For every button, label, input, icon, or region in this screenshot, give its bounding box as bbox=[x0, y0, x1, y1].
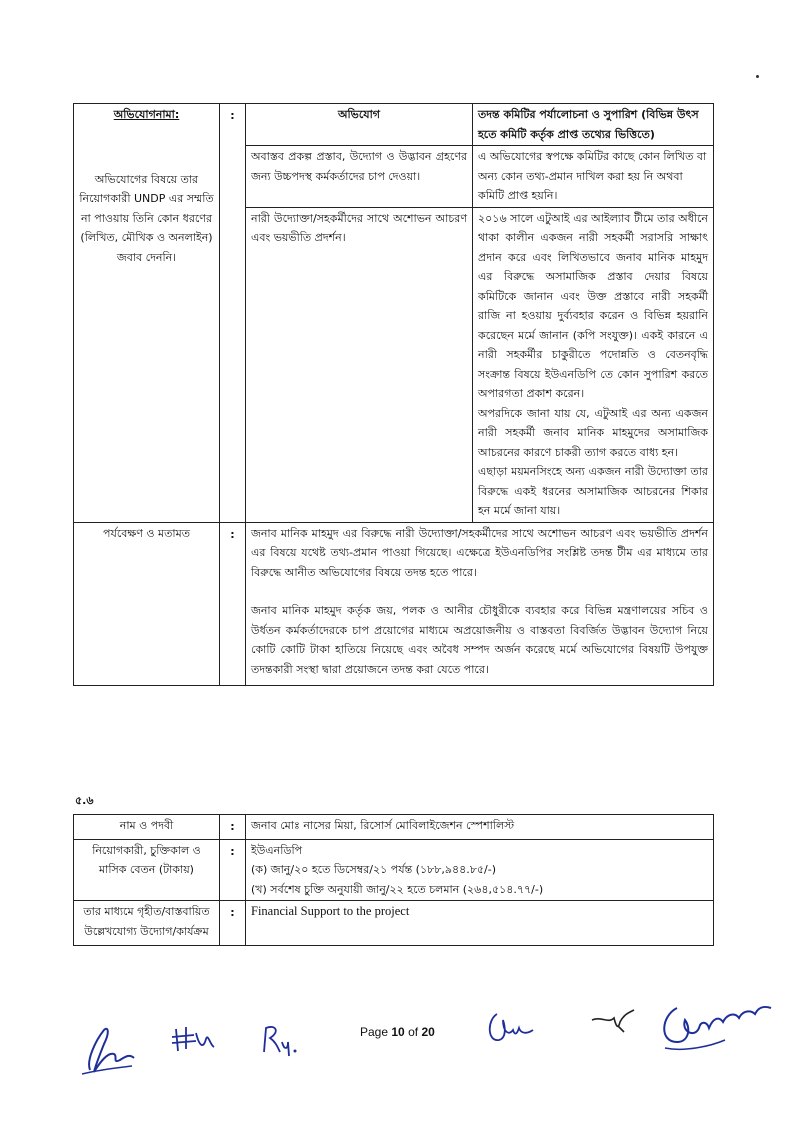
section-number: ৫.৬ bbox=[75, 794, 94, 807]
complaint-title: অভিযোগনামা: bbox=[113, 108, 180, 121]
review-text-1: এ অভিযোগের স্বপক্ষে কমিটির কাছে কোন লিখিত বা অন্য কোন তথ্য-প্রমান দাখিল করা হয় নি অথবা কমিটি প্রাপ্ত হয়নি। bbox=[473, 146, 714, 208]
observation-cell bbox=[246, 522, 714, 686]
complaint-row-1 bbox=[74, 146, 714, 208]
initiatives-value: Financial Support to the project bbox=[246, 901, 714, 946]
employer-line-1: ইউএনডিপি bbox=[251, 843, 303, 857]
review-paragraph-3: এছাড়া ময়মনসিংহে অন্য একজন নারী উদ্যোক্তা তার বিরুদ্ধে একই ধরনের অসামাজিক আচরনের শিকার হন মর্মে জানা যায়। bbox=[478, 465, 708, 517]
review-col-header: তদন্ত কমিটির পর্যালোচনা ও সুপারিশ (বিভিন্ন উৎস হতে কমিটি কর্তৃক প্রাপ্ত তথ্যের ভিত্তিতে) bbox=[473, 104, 714, 146]
signature-4 bbox=[483, 1010, 537, 1050]
colon-spacer bbox=[220, 146, 246, 523]
observation-colon: : bbox=[220, 522, 246, 686]
observation-label: পর্যবেক্ষণ ও মতামত bbox=[74, 522, 220, 686]
signature-2 bbox=[170, 1025, 216, 1055]
signature-1 bbox=[78, 1020, 138, 1078]
signature-3 bbox=[258, 1022, 298, 1058]
page-current: 10 bbox=[391, 1025, 405, 1039]
name-value: জনাব মোঃ নাসের মিয়া, রিসোর্স মোবিলাইজেশন স্পেশালিস্ট bbox=[246, 815, 714, 840]
review-paragraph-2: অপরদিকে জানা যায় যে, এটুআই এর অন্য একজন নারী সহকর্মী জনাব মানিক মাহমুদের অসামাজিক আচরনের কারণে চাকরী ত্যাগ করতে বাধ্য হন। bbox=[478, 406, 708, 459]
page-prefix: Page bbox=[360, 1025, 389, 1039]
initiatives-label: তার মাধ্যমে গৃহীত/বাস্তবায়িত উল্লেখযোগ্য উদ্যোগ/কার্যক্রম bbox=[74, 901, 220, 946]
employer-value bbox=[246, 839, 714, 901]
page-total: 20 bbox=[421, 1025, 435, 1039]
complaint-table-header bbox=[74, 104, 714, 146]
page-of: of bbox=[408, 1025, 419, 1039]
complaint-col-header: অভিযোগ bbox=[246, 104, 473, 146]
review-cell-2 bbox=[473, 207, 714, 522]
left-note-cell bbox=[74, 146, 220, 523]
complaint-title-cell bbox=[74, 104, 220, 146]
person-table bbox=[73, 814, 714, 946]
signature-6 bbox=[655, 998, 775, 1058]
review-paragraph-1: ২০১৬ সালে এটুআই এর আইল্যাব টীমে তার অধীনে থাকা কালীন একজন নারী সহকর্মী সরাসরি সাক্ষাৎ প্রদান করে এবং লিখিতভাবে জনাব মানিক মাহমুদ এর বিরুদ্ধে অসামাজিক প্রস্তাব দেয়ার বিষয়ে কমিটিকে জানান এবং উক্ত প্রস্তাবে নারী সহকর্মী রাজি না হওয়ায় দুর্ব্যবহার করেন ও বিভিন্ন হয়রানি করেছেন মর্মে জানান (কপি সংযুক্ত)। একই কারনে এ নারী সহকর্মীর চাকুরীতে পদোন্নতি ও বেতনবৃদ্ধি সংক্রান্ত বিষয়ে ইউএনডিপি তে কোন সুপারিশ করতে অপারগতা প্রকাশ করেন। bbox=[478, 211, 708, 400]
header-colon: : bbox=[220, 104, 246, 146]
observation-paragraph-2: জনাব মানিক মাহমুদ কর্তৃক জয়, পলক ও আনীর চৌধুরীকে ব্যবহার করে বিভিন্ন মন্ত্রণালয়ের সচিব ও উর্ধতন কর্মকর্তাদেরকে চাপ প্রয়োগের মাধ্যমে অপ্রয়োজনীয় ও বাস্তবতা বিবর্জিত উদ্ভাবন উদ্যোগ নিয়ে কোটি কোটি টাকা হাতিয়ে নিয়েছে এবং অবৈধ সম্পদ অর্জন করেছে মর্মে অভিযোগের বিষয়টি উপযুক্ত তদন্তকারী সংস্থা দ্বারা প্রয়োজনে তদন্ত করা যেতে পারে। bbox=[251, 604, 708, 676]
employer-label: নিয়োগকারী, চুক্তিকাল ও মাসিক বেতন (টাকায়) bbox=[74, 839, 220, 901]
observation-row bbox=[74, 522, 714, 686]
signature-5 bbox=[588, 1008, 638, 1036]
left-note: অভিযোগের বিষয়ে তার নিয়োগকারী UNDP এর সম্মতি না পাওয়ায় তিনি কোন ধরণের (লিখিত, মৌখিক ও অনলাইন) জবাব দেননি। bbox=[79, 172, 214, 264]
employer-colon: : bbox=[220, 839, 246, 901]
complaint-table bbox=[73, 103, 714, 686]
complaint-text-2: নারী উদ্যোক্তা/সহকর্মীদের সাথে অশোভন আচরণ এবং ভয়ভীতি প্রদর্শন। bbox=[246, 207, 473, 522]
person-row-employer bbox=[74, 839, 714, 901]
name-label: নাম ও পদবী bbox=[74, 815, 220, 840]
page-number bbox=[360, 1025, 435, 1039]
name-colon: : bbox=[220, 815, 246, 840]
person-row-initiatives bbox=[74, 901, 714, 946]
complaint-text-1: অবাস্তব প্রকল্প প্রস্তাব, উদ্যোগ ও উদ্ভাবন গ্রহণের জন্য উচ্চপদস্থ কর্মকর্তাদের চাপ দেওয়া। bbox=[246, 146, 473, 208]
employer-line-2: (ক) জানু/২০ হতে ডিসেম্বর/২১ পর্যন্ত (১৮৮,৯৪৪.৮৫/-) bbox=[251, 863, 497, 876]
initiatives-colon: : bbox=[220, 901, 246, 946]
observation-paragraph-1: জনাব মানিক মাহমুদ এর বিরুদ্ধে নারী উদ্যোক্তা/সহকর্মীদের সাথে অশোভন আচরণ এবং ভয়ভীতি প্রদর্শন এর বিষয়ে যথেষ্ট তথ্য-প্রমান পাওয়া গিয়েছে। এক্ষেত্রে ইউএনডিপির সংশ্লিষ্ট তদন্ত টীম এর মাধ্যমে তার বিরুদ্ধে আনীত অভিযোগের বিষয়ে তদন্ত হতে পারে। bbox=[251, 526, 708, 579]
employer-line-3: (খ) সর্বশেষ চুক্তি অনুযায়ী জানু/২২ হতে চলমান (২৬৪,৫১৪.৭৭/-) bbox=[251, 882, 544, 896]
person-row-name bbox=[74, 815, 714, 840]
margin-dot bbox=[756, 75, 759, 78]
